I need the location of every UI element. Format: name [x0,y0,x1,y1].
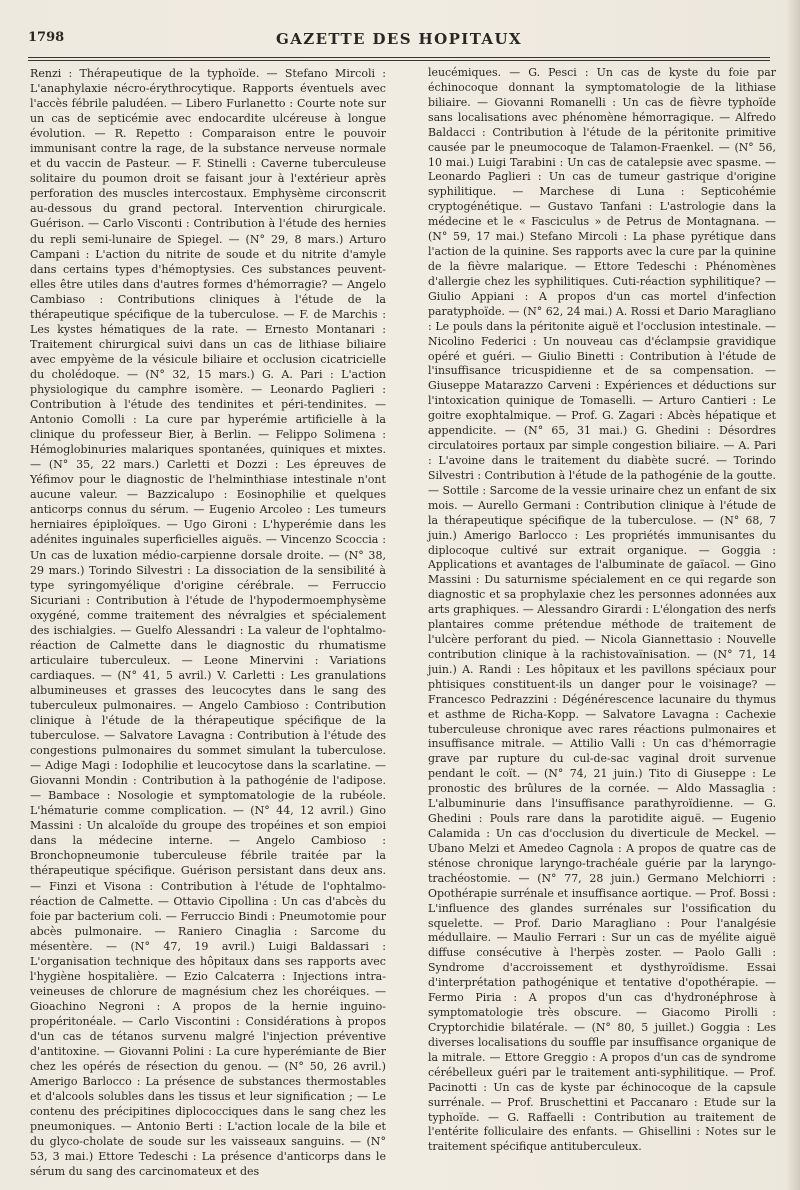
left-column-text: Renzi : Thérapeutique de la typhoïde. — Stefano Mircoli : L'anaphylaxie nécro-érythrocytique. Rapports éventuels avec l'accès fébrile paludéen. — Libero Furlanetto : Courte note sur un cas de septicémie avec endocardite ulcéreuse à longue évolution. — R. Repetto : Comparaison entre le pouvoir immunisant contre la rage, de la substance nerveuse normale et du vaccin de Pasteur. — F. Stinelli : Caverne tuberculeuse solitaire du poumon droit se faisant jour à l'extérieur après perforation des muscles intercostaux. Emphysème circonscrit au-dessous du grand pectoral. Intervention chirurgicale. Guérison. — Carlo Visconti : Contribution à l'étude des hernies du repli semi-lunaire de Spiegel. — (N° 29, 8 mars.) Arturo Campani : L'action du nitrite de soude et du nitrite d'amyle dans certains types d'hémoptysies. Ces substances peuvent-elles être utiles dans d'autres formes d'hémorragie? — Angelo Cambiaso : Contributions cliniques à l'étude de la thérapeutique spécifique de la tuberculose. — F. de Marchis : Les kystes hématiques de la rate. — Ernesto Montanari : Traitement chirurgical suivi dans un cas de lithiase biliaire avec empyème de la vésicule biliaire et occlusion cicatricielle du cholédoque. — (N° 32, 15 mars.) G. A. Pari : L'action physiologique du camphre isomère. — Leonardo Paglieri : Contribution à l'étude des tendinites et péri-tendinites. — Antonio Comolli : La cure par hyperémie artificielle à la clinique du professeur Bier, à Berlin. — Felippo Solimena : Hémoglobinuries malariques spontanées, quiniques et mixtes. — (N° 35, 22 mars.) Carletti et Dozzi : Les épreuves de Yéfimov pour le diagnostic de l'helminthiase intestinale n'ont aucune valeur. — Bazzicalupo : Eosinophilie et quelques anticorps connus du sérum. — Eugenio Arcoleo : Les tumeurs herniaires épiploïques. — Ugo Gironi : L'hyperémie dans les adénites inguinales superficielles aiguës. — Vincenzo Scoccia : Un cas de luxation médio-carpienne dorsale droite. — (N° 38, 29 mars.) Torindo Silvestri : La dissociation de la sensibilité à type syringomyélique d'origine cérébrale. — Ferruccio Sicuriani : Contribution à l'étude de l'hypodermoemphysème oxygéné, comme traitement des névralgies et spécialement des ischialgies. — Guelfo Alessandri : La valeur de l'ophtalmo-réaction de Calmette dans le diagnostic du rhumatisme articulaire tuberculeux. — Leone Minervini : Variations cardiaques. — (N° 41, 5 avril.) V. Carletti : Les granulations albumineuses et grasses des leucocytes dans le sang des tuberculeux pulmonaires. — Angelo Cambioso : Contribution clinique à l'étude de la thérapeutique spécifique de la tuberculose. — Salvatore Lavagna : Contribution à l'étude des congestions pulmonaires du sommet simulant la tuberculose. — Adige Magi : Iodophilie et leucocytose dans la scarlatine. — Giovanni Mondin : Contribution à la pathogénie de l'adipose. — Bambace : Nosologie et symptomatologie de la rubéole. L'hématurie comme complication. — (N° 44, 12 avril.) Gino Massini : Un alcaloïde du groupe des tropéines et son empioi dans la médecine interne. — Angelo Cambioso : Bronchopneumonie tuberculeuse fébrile traitée par la thérapeutique spécifique. Guérison persistant dans deux ans. — Finzi et Visona : Contribution à l'étude de l'ophtalmo-réaction de Calmette. — Ottavio Cipollina : Un cas d'abcès du foie par bacterium coli. — Ferruccio Bindi : Pneumotomie pour abcès pulmonaire. — Raniero Cinaglia : Sarcome du mésentère. — (N° 47, 19 avril.) Luigi Baldassari : L'organisation technique des hôpitaux dans ses rapports avec l'hygiène hospitalière. — Ezio Calcaterra : Injections intra-veineuses de chlorure de magnésium chez les choréiques. — Gioachino Negroni : A propos de la hernie inguino-propéritonéale. — Carlo Viscontini : Considérations à propos d'un cas de tétanos survenu malgré l'injection préventive d'antitoxine. — Giovanni Polini : La cure hyperémiante de Bier chez les opérés de résection du genou. — (N° 50, 26 avril.) Amerigo Barlocco : La présence de substances thermostables et d'alcools solubles dans les tissus et leur signification ; — Le contenu des précipitines diplococciques dans le sang chez les pneumoniques. — Antonio Berti : L'action locale de la bile et du glyco-cholate de soude sur les vaisseaux sanguins. — (N° 53, 3 mai.) Ettore Tedeschi : La présence d'anticorps dans le sérum du sang des carcinomateux et des [30,67,386,1179]
left-column [30,66,386,1179]
right-column-text: leucémiques. — G. Pesci : Un cas de kyste du foie par échinocoque donnant la symptomatologie de la lithiase biliaire. — Giovanni Romanelli : Un cas de fièvre typhoïde sans localisations avec phénomène hémorragique. — Alfredo Baldacci : Contribution à l'étude de la péritonite primitive causée par le pneumocoque de Talamon-Fraenkel. — (N° 56, 10 mai.) Luigi Tarabini : Un cas de catalepsie avec spasme. — Leonardo Paglieri : Un cas de tumeur gastrique d'origine syphilitique. — Marchese di Luna : Septicohémie cryptogénétique. — Gustavo Tanfani : L'astrologie dans la médecine et le « Fasciculus » de Petrus de Montagnana. — (N° 59, 17 mai.) Stefano Mircoli : La phase pyrétique dans l'action de la quinine. Ses rapports avec la cure par la quinine de la fièvre malarique. — Ettore Tedeschi : Phénomènes d'allergie chez les syphilitiques. Cuti-réaction syphilitique? — Giulio Appiani : A propos d'un cas mortel d'infection paratyphoïde. — (N° 62, 24 mai.) A. Rossi et Dario Maragliano : Le pouls dans la péritonite aiguë et l'occlusion intestinale. — Nicolino Federici : Un nouveau cas d'éclampsie gravidique opéré et guéri. — Giulio Binetti : Contribution à l'étude de l'insuffisance tricuspidienne et de sa compensation. — Giuseppe Matarazzo Carveni : Expériences et déductions sur l'intoxication quinique de Tomaselli. — Arturo Cantieri : Le goitre exophtalmique. — Prof. G. Zagari : Abcès hépatique et appendicite. — (N° 65, 31 mai.) G. Ghedini : Désordres circulatoires portaux par simple congestion biliaire. — A. Pari : L'avoine dans le traitement du diabète sucré. — Torindo Silvestri : Contribution à l'étude de la pathogénie de la goutte. — Sottile : Sarcome de la vessie urinaire chez un enfant de six mois. — Aurello Germani : Contribution clinique à l'étude de la thérapeutique spécifique de la tuberculose. — (N° 68, 7 juin.) Amerigo Barlocco : Les propriétés immunisantes du diplocoque cultivé sur extrait organique. — Goggia : Applications et avantages de l'albuminate de gaïacol. — Gino Massini : Du saturnisme spécialement en ce qui regarde son diagnostic et sa prophylaxie chez les personnes adonnées aux arts graphiques. — Alessandro Girardi : L'élongation des nerfs plantaires comme prétendue méthode de traitement de l'ulcère perforant du pied. — Nicola Giannettasio : Nouvelle contribution clinique à la rachistovaïnisation. — (N° 71, 14 juin.) A. Randi : Les hôpitaux et les pavillons spéciaux pour phtisiques constituent-ils un danger pour le voisinage? — Francesco Pedrazzini : Dégénérescence lacunaire du thymus et asthme de Richa-Kopp. — Salvatore Lavagna : Cachexie tuberculeuse chronique avec rares réactions pulmonaires et insuffisance mitrale. — Attilio Valli : Un cas d'hémorragie grave par rupture du cul-de-sac vaginal droit survenue pendant le coït. — (N° 74, 21 juin.) Tito di Giuseppe : Le pronostic des brûlures de la cornée. — Aldo Massaglia : L'albuminurie dans l'insuffisance parathyroïdienne. — G. Ghedini : Pouls rare dans la parotidite aiguë. — Eugenio Calamida : Un cas d'occlusion du diverticule de Meckel. — Ubano Melzi et Amedeo Cagnola : A propos de quatre cas de sténose chronique laryngo-trachéale guérie par la laryngo-trachéostomie. — (N° 77, 28 juin.) Germano Melchiorri : Opothérapie surrénale et insuffisance aortique. — Prof. Bossi : L'influence des glandes surrénales sur l'ossification du squelette. — Prof. Dario Maragliano : Pour l'analgésie médullaire. — Maulio Ferrari : Sur un cas de myélite aiguë diffuse consécutive à l'herpès zoster. — Paolo Galli : Syndrome d'accroissement et dysthyroïdisme. Essai d'interprétation pathogénique et tentative d'opothérapie. — Fermo Piria : A propos d'un cas d'hydronéphrose à symptomatologie très obscure. — Giacomo Pirolli : Cryptorchidie bilatérale. — (N° 80, 5 juillet.) Goggia : Les diverses localisations du souffle par insuffisance organique de la mitrale. — Ettore Greggio : A propos d'un cas de syndrome cérébelleux guéri par le traitement anti-syphilitique. — Prof. Pacinotti : Un cas de kyste par échinocoque de la capsule surrénale. — Prof. Bruschettini et Paccanaro : Etude sur la typhoïde. — G. Raffaelli : Contribution au traitement de l'entérite folliculaire des enfants. — Ghisellini : Notes sur le traitement spécifique antituberculeux. [428,66,776,1154]
header-rule-double [28,60,770,61]
right-column [428,66,776,1155]
page-header [28,30,770,54]
page-edge-shadow [786,0,800,1190]
journal-title: GAZETTE DES HOPITAUX [275,30,522,48]
header-rule [28,57,770,58]
page-number: 1798 [28,30,65,45]
